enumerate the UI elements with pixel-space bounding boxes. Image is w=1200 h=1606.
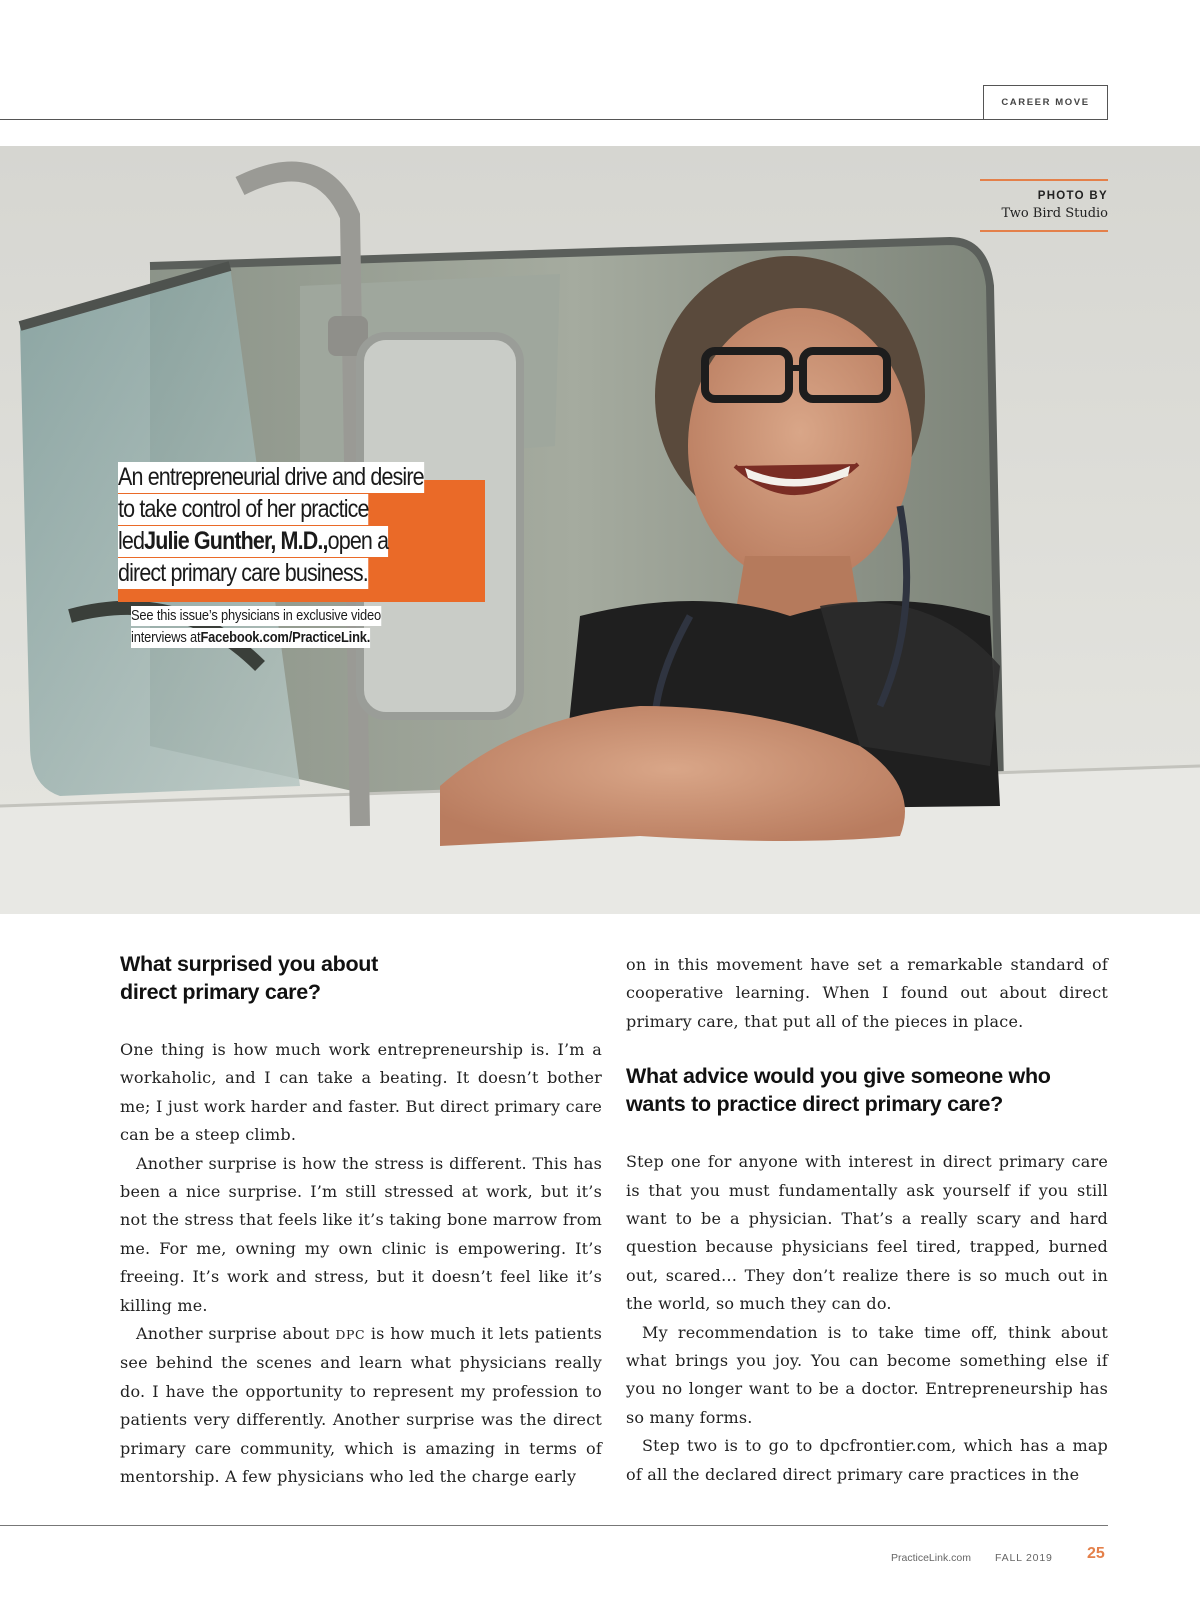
answer-paragraph: Another surprise about DPC is how much it lets patients see behind the scenes and learn what physicians really do. I have the opportunity to represent my profession to patients very differently. Another surprise was the direct primary care community, which is amazing in terms of mentorship. A few physicians who led the charge early — [120, 1324, 602, 1487]
answer-paragraph: One thing is how much work entrepreneurship is. I’m a workaholic, and I can take a beating. It doesn’t bother me; I just work harder and faster. But direct primary care can be a steep climb. — [120, 1040, 602, 1145]
header-rule — [0, 119, 1108, 120]
video-note-line: interviews atFacebook.com/PracticeLink. — [131, 629, 371, 646]
pull-quote — [118, 462, 488, 649]
pull-quote-line: direct primary care business. — [118, 559, 368, 587]
footer-site[interactable]: PracticeLink.com — [891, 1552, 971, 1564]
credit-top-rule — [980, 179, 1108, 181]
pull-quote-line: An entrepreneurial drive and desire — [118, 463, 424, 491]
answer-paragraph: My recommendation is to take time off, think about what brings you joy. You can become something else if you no longer want to be a doctor. Entrepreneurship has so many forms. — [626, 1322, 1108, 1427]
footer-issue: FALL 2019 — [995, 1552, 1053, 1564]
article-column-left — [120, 950, 602, 1492]
question-heading: What surprised you about direct primary care? — [120, 952, 378, 1004]
answer-paragraph: Step one for anyone with interest in direct primary care is that you must fundamentally ask yourself if you still want to be a physician. That’s a really scary and hard question because physicians feel tired, trapped, burned out, scared… They don’t realize there is so much out in the world, so much they can do. — [626, 1152, 1108, 1314]
section-tag: CAREER MOVE — [983, 85, 1108, 120]
answer-paragraph: Another surprise is how the stress is different. This has been a nice surprise. I’m still stressed at work, but it’s not the stress that feels like it’s taking bone marrow from me. For me, owning my own clinic is empowering. It’s freeing. It’s work and stress, but it doesn’t feel like it’s killing me. — [120, 1153, 602, 1315]
photo-credit-name: Two Bird Studio — [1001, 206, 1108, 221]
video-note — [131, 605, 488, 649]
pull-quote-line: ledJulie Gunther, M.D.,open a — [118, 527, 389, 555]
photo-credit-label: PHOTO BY — [1037, 190, 1108, 202]
video-note-line: See this issue’s physicians in exclusive video — [131, 607, 381, 624]
article-column-right — [626, 951, 1108, 1489]
footer-rule — [0, 1525, 1108, 1526]
dpc-abbreviation: DPC — [335, 1327, 366, 1343]
credit-bottom-rule — [980, 230, 1108, 232]
question-heading: What advice would you give someone who wants to practice direct primary care? — [626, 1064, 1051, 1117]
pull-quote-line: to take control of her practice — [118, 495, 369, 523]
answer-paragraph: Step two is to go to dpcfrontier.com, which has a map of all the declared direct primary care practices in the — [626, 1436, 1108, 1484]
physician-name: Julie Gunther, M.D., — [144, 527, 328, 555]
facebook-link[interactable]: Facebook.com/PracticeLink. — [200, 629, 371, 646]
photo-credit — [980, 179, 1108, 232]
answer-paragraph: on in this movement have set a remarkable standard of cooperative learning. When I found out about direct primary care, that put all of the pieces in place. — [626, 955, 1108, 1031]
page-number: 25 — [1087, 1545, 1105, 1562]
